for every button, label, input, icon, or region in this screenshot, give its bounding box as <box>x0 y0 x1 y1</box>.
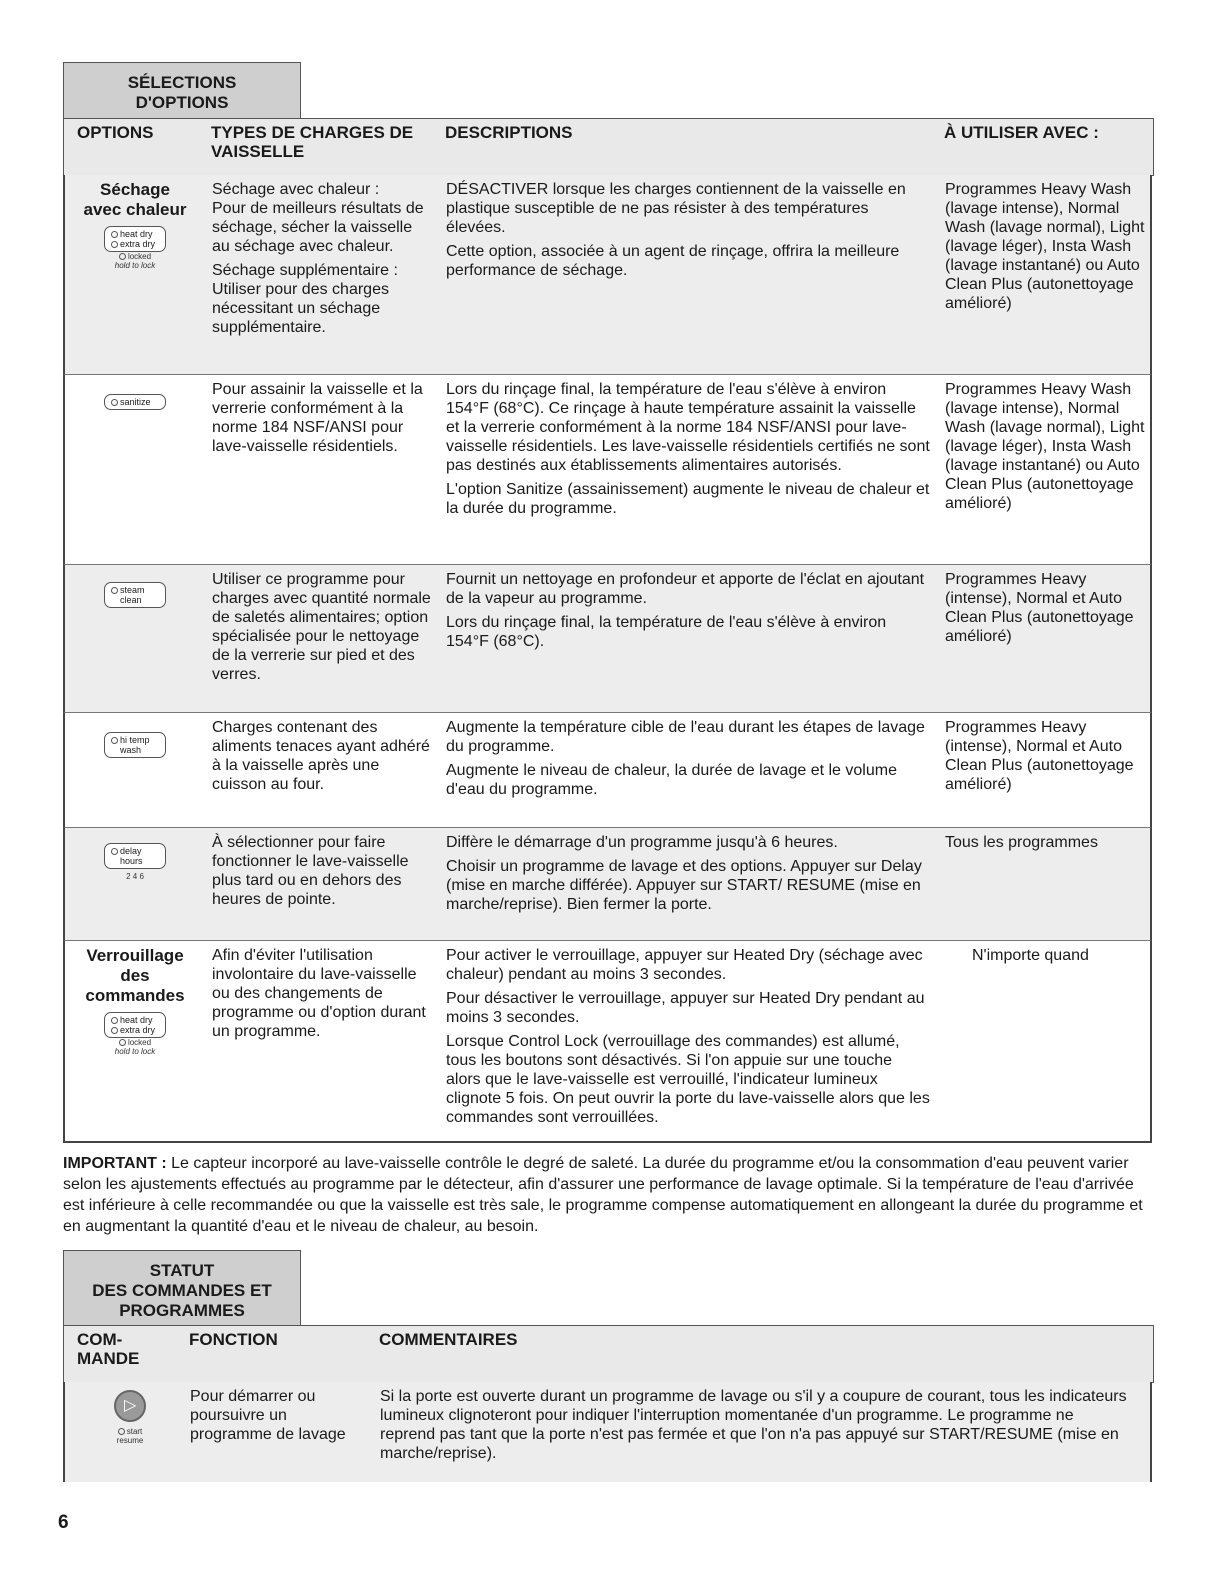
option-cell <box>65 946 205 1056</box>
lock-label: locked <box>127 1038 152 1047</box>
description-cell <box>446 180 931 285</box>
load-type-cell: Utiliser ce programme pour charges avec quantité normale de saletés alimentaires; option spécialisée pour le nettoyage de la verrerie sur pied et des verres. <box>212 571 431 683</box>
description-para-1: Fournit un nettoyage en profondeur et apporte de l'éclat en ajoutant de la vapeur au programme. <box>446 571 925 607</box>
options-section-tab <box>63 62 301 118</box>
lock-label: locked <box>127 252 152 261</box>
indicator-dot-icon <box>111 231 118 238</box>
lock-indicator <box>65 252 205 270</box>
header-command-line1: COM- <box>77 1330 123 1349</box>
status-row-start-resume <box>63 1382 1152 1482</box>
indicator-dot-icon <box>111 1017 118 1024</box>
header-load-types <box>211 123 413 161</box>
lock-dot-icon <box>119 253 126 260</box>
status-table-header <box>63 1325 1154 1383</box>
header-command <box>77 1330 139 1368</box>
option-row-control-lock <box>63 941 1152 1143</box>
use-with-cell: N'importe quand <box>972 947 1089 964</box>
use-with-cell: Tous les programmes <box>945 834 1098 851</box>
indicator-dot-icon <box>111 399 118 406</box>
pad-label-steam: steam <box>120 585 145 595</box>
load-type-cell: Pour assainir la vaisselle et la verrerie conformément à la norme 184 NSF/ANSI pour lave-vaisselle résidentiels. <box>212 381 423 455</box>
options-table-header <box>63 118 1154 176</box>
load-type-heading: Séchage avec chaleur : <box>212 181 380 198</box>
important-note <box>63 1153 1153 1237</box>
header-descriptions: DESCRIPTIONS <box>445 123 573 142</box>
important-text: Le capteur incorporé au lave-vaisselle contrôle le degré de saleté. La durée du programme et/ou la consommation d'eau peuvent varier selon les ajustements effectués au programme par le détecteur, afin d'assurer une performance de lavage optimale. Si la température de l'eau d'arrivée est inférieure à celle recommandée ou que la vaisselle est très sale, le programme compense automatiquement en allongeant la durée du programme et en augmentant la quantité d'eau et le niveau de chaleur, au besoin. <box>63 1155 1143 1235</box>
description-para-2: Pour désactiver le verrouillage, appuyer sur Heated Dry pendant au moins 3 secondes. <box>446 990 925 1026</box>
option-row-hi-temp-wash <box>63 713 1152 828</box>
command-cell <box>85 1390 175 1445</box>
delay-hours-button-pad <box>104 843 166 869</box>
pad-label-wash: wash <box>120 745 142 755</box>
description-para-1: Pour activer le verrouillage, appuyer sur Heated Dry (séchage avec chaleur) pendant au moins 3 secondes. <box>446 947 923 983</box>
description-cell <box>446 380 931 523</box>
pad-label-heat-dry: heat dry <box>120 1015 153 1025</box>
pad-label-delay: delay <box>120 846 142 856</box>
lock-dot-icon <box>119 1039 126 1046</box>
load-type-cell <box>212 180 432 342</box>
hold-to-lock-label: hold to lock <box>114 261 156 270</box>
header-use-with: À UTILISER AVEC : <box>944 123 1099 142</box>
indicator-dot-icon <box>111 737 118 744</box>
sanitize-button-pad <box>104 394 166 410</box>
option-title-line1: Séchage <box>100 180 170 199</box>
option-cell <box>65 380 205 410</box>
description-para-1: Augmente la température cible de l'eau durant les étapes de lavage du programme. <box>446 719 925 755</box>
indicator-dot-icon <box>111 848 118 855</box>
use-with-cell: Programmes Heavy Wash (lavage intense), Normal Wash (lavage normal), Light (lavage léger), Insta Wash (lavage instantané) ou Auto Clean Plus (autonettoyage amélioré) <box>945 381 1145 512</box>
options-tab-line2: D'OPTIONS <box>135 93 229 112</box>
resume-label: resume <box>116 1436 144 1445</box>
status-tab-line1: STATUT <box>149 1261 215 1280</box>
header-load-types-line2: VAISSELLE <box>211 142 305 161</box>
header-command-line2: MANDE <box>77 1349 140 1368</box>
description-para-2: Augmente le niveau de chaleur, la durée de lavage et le volume d'eau du programme. <box>446 762 897 798</box>
pad-label-hi-temp: hi temp <box>120 735 150 745</box>
load-type-text: Pour de meilleurs résultats de séchage, sécher la vaisselle au séchage avec chaleur. <box>212 200 424 255</box>
function-cell: Pour démarrer ou poursuivre un programme de lavage <box>190 1388 346 1443</box>
pad-label-hours: hours <box>120 856 143 866</box>
lock-indicator <box>65 1038 205 1056</box>
description-para-1: Lors du rinçage final, la température de l'eau s'élève à environ 154°F (68°C). Ce rinçage à haute température assainit la vaisselle et la verrerie conformément à la norme 184 NSF/ANSI pour lave-vaisselle résidentiels. Les lave-vaisselle résidentiels certifiés ne sont pas destinés aux établissements alimentaires autorisés. <box>446 381 930 474</box>
description-para-2: Choisir un programme de lavage et des options. Appuyer sur Delay (mise en marche différée). Appuyer sur START/ RESUME (mise en marche/reprise). Bien fermer la porte. <box>446 858 922 913</box>
header-load-types-line1: TYPES DE CHARGES DE <box>211 123 414 142</box>
use-with-cell: Programmes Heavy (intense), Normal et Auto Clean Plus (autonettoyage amélioré) <box>945 719 1134 793</box>
description-cell <box>446 570 931 656</box>
pad-label-heat-dry: heat dry <box>120 229 153 239</box>
indicator-dot-icon <box>111 1027 118 1034</box>
option-title-line1: Verrouillage <box>86 946 184 965</box>
description-para-2: L'option Sanitize (assainissement) augmente le niveau de chaleur et la durée du programme. <box>446 481 930 517</box>
pad-label-clean: clean <box>120 595 142 605</box>
heat-dry-button-pad <box>104 226 166 252</box>
status-tab-line2: DES COMMANDES ET <box>92 1281 272 1300</box>
delay-hours-indicators: 2 4 6 <box>126 872 144 881</box>
start-resume-button <box>114 1390 146 1422</box>
description-cell <box>446 946 931 1132</box>
status-tab-line3: PROGRAMMES <box>119 1301 245 1320</box>
description-para-1: Diffère le démarrage d'un programme jusqu'à 6 heures. <box>446 834 838 851</box>
comment-cell: Si la porte est ouverte durant un programme de lavage ou s'il y a coupure de courant, tous les indicateurs lumineux clignoteront pour indiquer l'interruption momentanée d'un programme. Le programme ne reprend pas tant que la porte n'est pas fermée et que l'on n'a pas appuyé sur START/RESUME (mise en marche/reprise). <box>380 1388 1127 1462</box>
load-type-cell: Charges contenant des aliments tenaces ayant adhéré à la vaisselle après une cuisson au four. <box>212 719 430 793</box>
hold-to-lock-label: hold to lock <box>114 1047 156 1056</box>
indicator-dot-icon <box>111 241 118 248</box>
header-options: OPTIONS <box>77 123 154 142</box>
play-icon: ▷ <box>124 1397 137 1414</box>
description-cell <box>446 833 931 919</box>
option-row-delay-hours <box>63 828 1152 941</box>
option-cell <box>65 570 205 608</box>
description-para-2: Cette option, associée à un agent de rinçage, offrira la meilleure performance de séchage. <box>446 243 900 279</box>
header-function: FONCTION <box>189 1330 278 1349</box>
status-section-tab <box>63 1250 301 1325</box>
options-tab-line1: SÉLECTIONS <box>127 73 237 92</box>
load-type-cell: À sélectionner pour faire fonctionner le lave-vaisselle plus tard ou en dehors des heures de pointe. <box>212 834 409 908</box>
start-resume-label <box>85 1427 175 1445</box>
pad-label-extra-dry: extra dry <box>120 1025 156 1035</box>
description-cell <box>446 718 931 804</box>
description-para-1: DÉSACTIVER lorsque les charges contiennent de la vaisselle en plastique susceptible de ne pas résister à des températures élevées. <box>446 181 906 236</box>
description-para-3: Lorsque Control Lock (verrouillage des commandes) est allumé, tous les boutons sont désactivés. Si l'on appuie sur une touche alors que le lave-vaisselle est verrouillé, l'indicateur lumineux clignote 5 fois. On peut ouvrir la porte du lave-vaisselle alors que les commandes sont verrouillées. <box>446 1033 930 1126</box>
option-cell <box>65 180 205 270</box>
hi-temp-wash-button-pad <box>104 732 166 758</box>
option-row-steam-clean <box>63 565 1152 713</box>
option-row-heated-dry <box>63 175 1152 375</box>
option-row-sanitize <box>63 375 1152 565</box>
indicator-dot-icon <box>118 1428 125 1435</box>
option-title-line2: des <box>120 966 150 985</box>
control-lock-button-pad <box>104 1012 166 1038</box>
option-title-line2: avec chaleur <box>83 200 187 219</box>
pad-label-extra-dry: extra dry <box>120 239 156 249</box>
header-comments: COMMENTAIRES <box>379 1330 518 1349</box>
load-type-heading-2: Séchage supplémentaire : <box>212 262 398 279</box>
load-type-text-2: Utiliser pour des charges nécessitant un séchage supplémentaire. <box>212 281 389 336</box>
use-with-cell: Programmes Heavy Wash (lavage intense), Normal Wash (lavage normal), Light (lavage léger), Insta Wash (lavage instantané) ou Auto Clean Plus (autonettoyage amélioré) <box>945 181 1145 312</box>
pad-label-sanitize: sanitize <box>120 397 151 407</box>
indicator-dot-icon <box>111 587 118 594</box>
important-label: IMPORTANT : <box>63 1155 167 1172</box>
start-label: start <box>126 1427 143 1436</box>
load-type-cell: Afin d'éviter l'utilisation involontaire du lave-vaisselle ou des changements de programme ou d'option durant un programme. <box>212 947 426 1040</box>
description-para-2: Lors du rinçage final, la température de l'eau s'élève à environ 154°F (68°C). <box>446 614 887 650</box>
use-with-cell: Programmes Heavy (intense), Normal et Auto Clean Plus (autonettoyage amélioré) <box>945 571 1134 645</box>
option-cell <box>65 833 205 881</box>
option-cell <box>65 718 205 758</box>
steam-clean-button-pad <box>104 582 166 608</box>
page-number: 6 <box>58 1512 69 1533</box>
option-title-line3: commandes <box>85 986 185 1005</box>
